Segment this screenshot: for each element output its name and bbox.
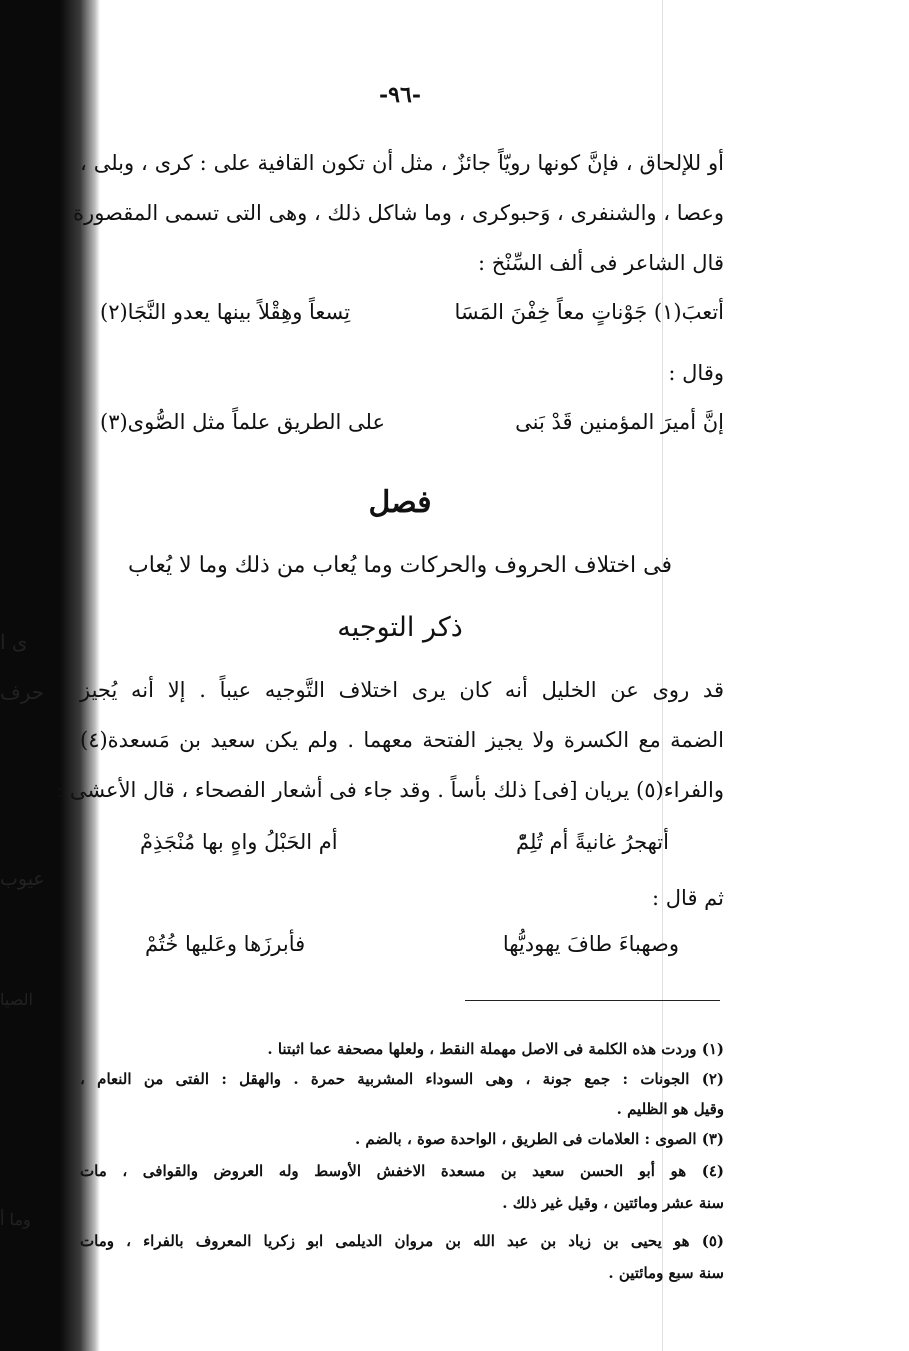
verse-4-left-hemistich: فأبرزَها وعَليها خُتُمْ	[145, 932, 306, 956]
verse-1-left-hemistich: تِسعاً وهِقْلاً بينها يعدو النَّجَا(٢)	[100, 300, 351, 324]
said-line-1: وقال :	[668, 361, 724, 385]
facing-page-text: الصيا	[0, 990, 33, 1009]
verse-3-left-hemistich: أم الحَبْلُ واهٍ بها مُنْجَذِمْ	[140, 830, 338, 854]
facing-page-text: حرف	[0, 680, 45, 704]
footnote-3: (٣) الصوى : العلامات فى الطريق ، الواحدة صوة ، بالضم .	[354, 1130, 724, 1148]
verse-3-right-hemistich: أتهجرُ غانيةً أم تُلِمّْ	[516, 830, 669, 854]
section-subtitle: فى اختلاف الحروف والحركات وما يُعاب من ذلك وما لا يُعاب	[128, 553, 672, 578]
footnote-4-line-1: (٤) هو أبو الحسن سعيد بن مسعدة الاخفش الأوسط وله العروض والقوافى ، مات	[80, 1162, 724, 1180]
footnote-5-line-1: (٥) هو يحيى بن زياد بن عبد الله بن مروان الديلمى ابو زكريا المعروف بالفراء ، ومات	[80, 1232, 724, 1250]
footnote-2-line-2: وقيل هو الظليم .	[616, 1100, 724, 1118]
verse-4-right-hemistich: وصهباءَ طافَ يهوديُّها	[502, 932, 679, 956]
body-line-2: وعصا ، والشنفرى ، وَحبوكرى ، وما شاكل ذلك ، وهى التى تسمى المقصورة ،	[59, 201, 724, 225]
facing-page-text: عيوب	[0, 868, 45, 890]
verse-2-left-hemistich: على الطريق علماً مثل الصُّوى(٣)	[100, 410, 386, 434]
footnote-1: (١) وردت هذه الكلمة فى الاصل مهملة النقط ، ولعلها مصحفة عما اثبتنا .	[267, 1040, 724, 1058]
body-line-1: أو للإلحاق ، فإنَّ كونها رويّاً جائزٌ ، مثل أن تكون القافية على : كرى ، وبلى ،	[80, 151, 724, 175]
footnote-4-line-2: سنة عشر ومائتين ، وقيل غير ذلك .	[502, 1194, 724, 1212]
paragraph-line-1: قد روى عن الخليل أنه كان يرى اختلاف التَّوجيه عيباً . إلا أنه يُجيز	[80, 678, 724, 702]
footnote-5-line-2: سنة سبع ومائتين .	[608, 1264, 724, 1282]
footnote-separator	[465, 1000, 720, 1001]
facing-page-text: ى ا	[0, 630, 28, 654]
footnote-2-line-1: (٢) الجونات : جمع جونة ، وهى السوداء المشربية حمرة . والهقل : الفتى من النعام ،	[80, 1070, 724, 1088]
facing-page-text: وما أ	[0, 1210, 31, 1229]
paragraph-line-3: والفراء(٥) يريان [فى] ذلك بأساً . وقد جاء فى أشعار الفصحاء ، قال الأعشى :	[56, 778, 724, 802]
page-number: -٩٦-	[379, 82, 421, 108]
section-heading: ذكر التوجيه	[337, 612, 463, 643]
verse-2-right-hemistich: إنَّ أميرَ المؤمنين قَدْ بَنى	[515, 410, 724, 434]
said-line-2: ثم قال :	[652, 886, 724, 910]
verse-1-right-hemistich: أتعبَ(١) جَوْناتٍ معاً خِفْنَ المَسَا	[454, 300, 724, 324]
section-title: فصل	[368, 485, 432, 520]
body-line-3: قال الشاعر فى ألف السِّنْخ :	[477, 251, 724, 275]
paragraph-line-2: الضمة مع الكسرة ولا يجيز الفتحة معهما . ولم يكن سعيد بن مَسعدة(٤)	[80, 728, 724, 752]
